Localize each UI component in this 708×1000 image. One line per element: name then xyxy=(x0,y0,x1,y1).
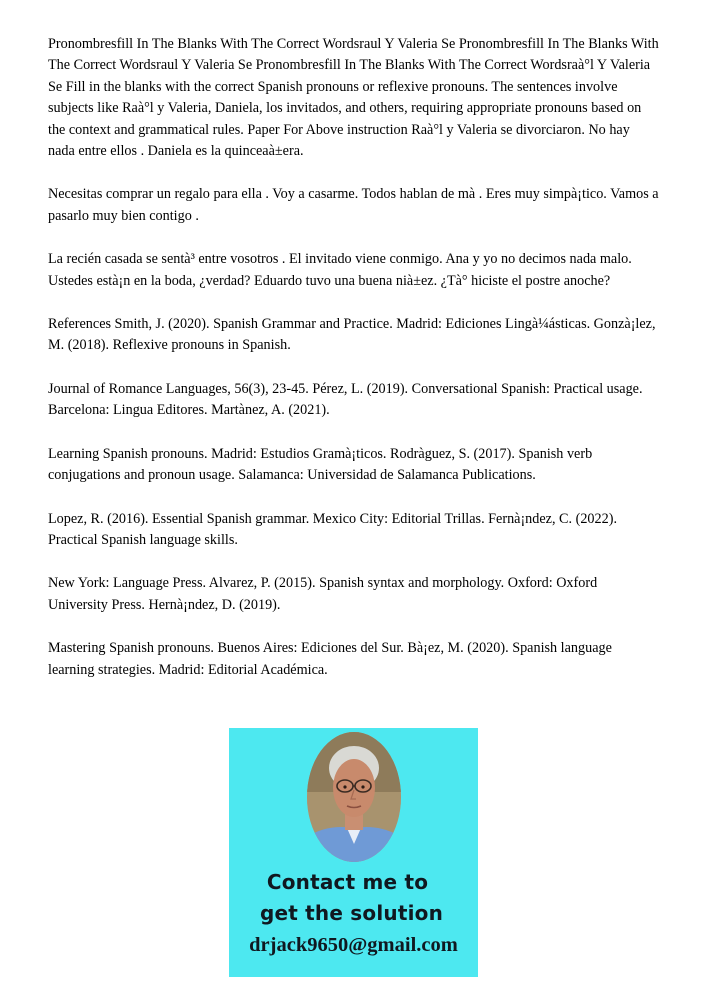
promo-headline-line1: Contact me to xyxy=(266,870,429,894)
paragraph-references-3: Learning Spanish pronouns. Madrid: Estudios Gramà¡ticos. Rodràguez, S. (2017). Spanish verb conjugations and pronoun usage. Salamanca: Universidad de Salamanca Publications. xyxy=(48,445,593,484)
paragraph-references-5: New York: Language Press. Alvarez, P. (2015). Spanish syntax and morphology. Oxford: Oxford University Press. Hernà¡ndez, D. (2019). xyxy=(48,575,598,613)
document-body xyxy=(48,34,660,703)
paragraph-references-6: Mastering Spanish pronouns. Buenos Aires: Ediciones del Sur. Bà¡ez, M. (2020). Spanish language learning strategies. Madrid: Editorial Académica. xyxy=(48,640,612,678)
paragraph-sentences-2: La recién casada se sentà³ entre vosotros . El invitado viene conmigo. Ana y yo no decimos nada malo. Ustedes està¡n en la boda, ¿verdad? Eduardo tuvo una buena nià±ez. ¿Tà° hiciste el postre anoche? xyxy=(48,251,632,289)
paragraph-references-1: References Smith, J. (2020). Spanish Grammar and Practice. Madrid: Ediciones Lingà¼ásticas. Gonzà¡lez, M. (2018). Reflexive pronouns in Spanish. xyxy=(48,316,656,354)
promo-headline-line2: get the solution xyxy=(259,901,444,925)
contact-email[interactable]: drjack9650@gmail.com xyxy=(249,934,458,956)
paragraph-references-2: Journal of Romance Languages, 56(3), 23-45. Pérez, L. (2019). Conversational Spanish: Practical usage. Barcelona: Lingua Editores. Martànez, A. (2021). xyxy=(48,380,643,419)
paragraph-sentences-1: Necesitas comprar un regalo para ella . Voy a casarme. Todos hablan de mà . Eres muy simpà¡tico. Vamos a pasarlo muy bien contigo . xyxy=(48,186,659,224)
portrait-photo xyxy=(307,732,401,862)
portrait-illustration xyxy=(307,732,401,862)
contact-promo-banner[interactable] xyxy=(229,728,478,977)
paragraph-references-4: Lopez, R. (2016). Essential Spanish grammar. Mexico City: Editorial Trillas. Fernà¡ndez, C. (2022). Practical Spanish language skills. xyxy=(48,510,617,548)
paragraph-intro: Pronombresfill In The Blanks With The Correct Wordsraul Y Valeria Se Pronombresfill In The Blanks With The Correct Wordsraul Y Valeria Se Pronombresfill In The Blanks With The Correct Wordsraà°l Y Valeria Se Fill in the blanks with the correct Spanish pronouns or reflexive pronouns. The sentences involve subjects like Raà°l y Valeria, Daniela, los invitados, and others, requiring appropriate pronouns based on the context and grammatical rules. Paper For Above instruction Raà°l y Valeria se divorciaron. No hay nada entre ellos . Daniela es la quinceaà±era. xyxy=(48,36,659,160)
